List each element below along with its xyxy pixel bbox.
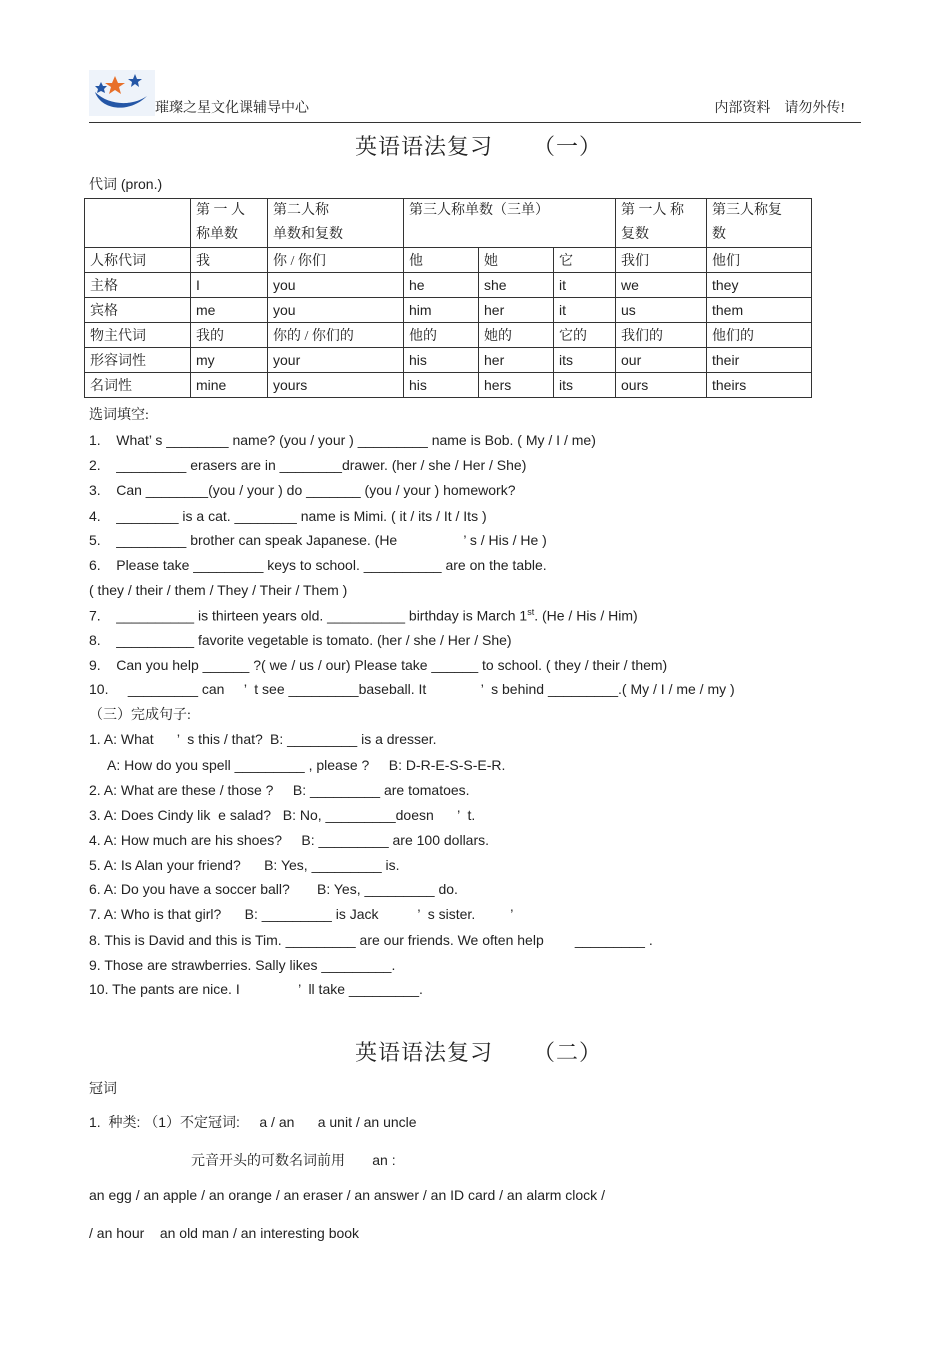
table-header-cell: 第二人称 单数和复数 xyxy=(268,199,404,248)
table-row xyxy=(85,298,812,323)
table-cell: 它 xyxy=(554,248,616,273)
table-cell: it xyxy=(554,273,616,298)
section1-title-text: 英语语法复习 xyxy=(355,134,494,159)
table-cell: we xyxy=(616,273,707,298)
complete-item: 1. A: What ’ s this / that? xyxy=(89,731,263,747)
table-header-cell: 第 一人 称 复数 xyxy=(616,199,707,248)
confidential-note: 内部资料 请勿外传! xyxy=(714,101,845,116)
org-name: 璀璨之星文化课辅导中心 xyxy=(155,101,309,116)
table-cell: 他们的 xyxy=(707,323,812,348)
fill-item: 2. _________ erasers are in ________drawer. (her / she / Her / She) xyxy=(89,457,527,473)
complete-item: 7. A: Who is that girl? B: _________ is Jack ’ s sister. ’ xyxy=(89,906,514,922)
fill-item: 9. Can you help ______ ?( we / us / our) Please take ______ to school. ( they / their / them) xyxy=(89,657,668,673)
fill-item: 1. What’ s ________ name? (you / your ) _________ name is Bob. ( My / I / me) xyxy=(89,432,596,448)
table-cell: 主格 xyxy=(85,273,191,298)
table-cell: theirs xyxy=(707,373,812,398)
table-cell: his xyxy=(404,373,479,398)
table-cell: my xyxy=(191,348,268,373)
table-cell: 我们的 xyxy=(616,323,707,348)
table-cell: his xyxy=(404,348,479,373)
table-row xyxy=(85,373,812,398)
table-cell: 她 xyxy=(479,248,554,273)
table-cell: me xyxy=(191,298,268,323)
table-cell: hers xyxy=(479,373,554,398)
table-cell: 你 / 你们 xyxy=(268,248,404,273)
table-cell: 我们 xyxy=(616,248,707,273)
complete-item: 8. This is David and this is Tim. _________ are our friends. We often help _________ . xyxy=(89,932,653,948)
table-cell: you xyxy=(268,298,404,323)
page-header xyxy=(89,68,861,123)
fill-item: 6. Please take _________ keys to school. __________ are on the table. xyxy=(89,557,547,573)
table-header-cell: 第三人称单数（三单） xyxy=(404,199,616,248)
table-cell: 物主代词 xyxy=(85,323,191,348)
table-cell: your xyxy=(268,348,404,373)
complete-item: 5. A: Is Alan your friend? B: Yes, _________ is. xyxy=(89,857,400,873)
fill-item-7 xyxy=(89,607,638,624)
table-cell: our xyxy=(616,348,707,373)
table-cell: its xyxy=(554,348,616,373)
fill-item: 3. Can ________(you / your ) do _______ (you / your ) homework? xyxy=(89,482,516,498)
table-cell: ours xyxy=(616,373,707,398)
table-row xyxy=(85,248,812,273)
table-cell: her xyxy=(479,298,554,323)
table-cell: yours xyxy=(268,373,404,398)
table-header-cell xyxy=(85,199,191,248)
fill-item: 4. ________ is a cat. ________ name is Mimi. ( it / its / It / Its ) xyxy=(89,508,487,524)
article-topic: 冠词 xyxy=(89,1082,117,1097)
table-cell: she xyxy=(479,273,554,298)
table-cell: he xyxy=(404,273,479,298)
section1-title-num: （一） xyxy=(533,134,603,159)
complete-item: 3. A: Does Cindy lik e salad? B: No, _________doesn ’ t. xyxy=(89,807,476,823)
complete-item: 2. A: What are these / those ? B: _________ are tomatoes. xyxy=(89,782,470,798)
table-cell: 它的 xyxy=(554,323,616,348)
ordinal-suffix: st xyxy=(527,607,535,617)
table-cell: 她的 xyxy=(479,323,554,348)
article-line: an egg / an apple / an orange / an eraser / an answer / an ID card / an alarm clock / xyxy=(89,1187,605,1203)
complete-heading: （三）完成句子: xyxy=(89,708,191,723)
table-header-cell: 第 一 人 称单数 xyxy=(191,199,268,248)
fill-item: 5. _________ brother can speak Japanese. (He ’ s / His / He ) xyxy=(89,532,547,548)
table-cell: us xyxy=(616,298,707,323)
table-cell: them xyxy=(707,298,812,323)
table-row xyxy=(85,273,812,298)
article-line: 元音开头的可数名词前用 an : xyxy=(191,1152,396,1168)
table-cell: 形容词性 xyxy=(85,348,191,373)
star-logo-icon xyxy=(89,70,155,116)
table-cell: 我的 xyxy=(191,323,268,348)
table-cell: I xyxy=(191,273,268,298)
table-cell: 你的 / 你们的 xyxy=(268,323,404,348)
table-header-cell: 第三人称复 数 xyxy=(707,199,812,248)
table-cell: their xyxy=(707,348,812,373)
complete-item: 4. A: How much are his shoes? B: _________ are 100 dollars. xyxy=(89,832,490,848)
table-cell: 他的 xyxy=(404,323,479,348)
table-cell: you xyxy=(268,273,404,298)
table-cell: its xyxy=(554,373,616,398)
fill-item-text: 7. __________ is thirteen years old. __________ birthday is March 1 xyxy=(89,607,528,624)
pronoun-table xyxy=(84,198,812,398)
complete-item: 10. The pants are nice. I ’ ll take _________. xyxy=(89,981,423,997)
table-cell: 他 xyxy=(404,248,479,273)
article-line: / an hour an old man / an interesting book xyxy=(89,1225,360,1241)
complete-item: 6. A: Do you have a soccer ball? B: Yes, _________ do. xyxy=(89,881,458,897)
table-cell: 人称代词 xyxy=(85,248,191,273)
table-cell: 我 xyxy=(191,248,268,273)
fill-blank-heading: 选词填空: xyxy=(89,408,149,423)
table-cell: they xyxy=(707,273,812,298)
complete-item: 9. Those are strawberries. Sally likes _________. xyxy=(89,957,396,973)
fill-item-options: . (He / His / Him) xyxy=(534,607,638,624)
table-cell: mine xyxy=(191,373,268,398)
section2-title-num: （二） xyxy=(533,1040,603,1065)
table-cell: 他们 xyxy=(707,248,812,273)
complete-item-answer: B: _________ is a dresser. xyxy=(270,731,437,747)
fill-item: ( they / their / them / They / Their / Them ) xyxy=(89,582,348,598)
table-cell: 名词性 xyxy=(85,373,191,398)
table-row xyxy=(85,323,812,348)
complete-item: A: How do you spell _________ , please ? B: D-R-E-S-S-E-R. xyxy=(107,757,506,773)
section2-title-text: 英语语法复习 xyxy=(355,1040,494,1065)
table-cell: him xyxy=(404,298,479,323)
article-line: 1. 种类: （1）不定冠词: a / an a unit / an uncle xyxy=(89,1114,417,1130)
fill-item: 8. __________ favorite vegetable is tomato. (her / she / Her / She) xyxy=(89,632,512,648)
pronoun-topic: 代词 (pron.) xyxy=(89,176,163,192)
table-row xyxy=(85,348,812,373)
table-cell: her xyxy=(479,348,554,373)
fill-item: 10. _________ can ’ t see _________baseball. It ’ s behind _________.( My / I / me / my ) xyxy=(89,681,735,697)
table-cell: 宾格 xyxy=(85,298,191,323)
table-cell: it xyxy=(554,298,616,323)
